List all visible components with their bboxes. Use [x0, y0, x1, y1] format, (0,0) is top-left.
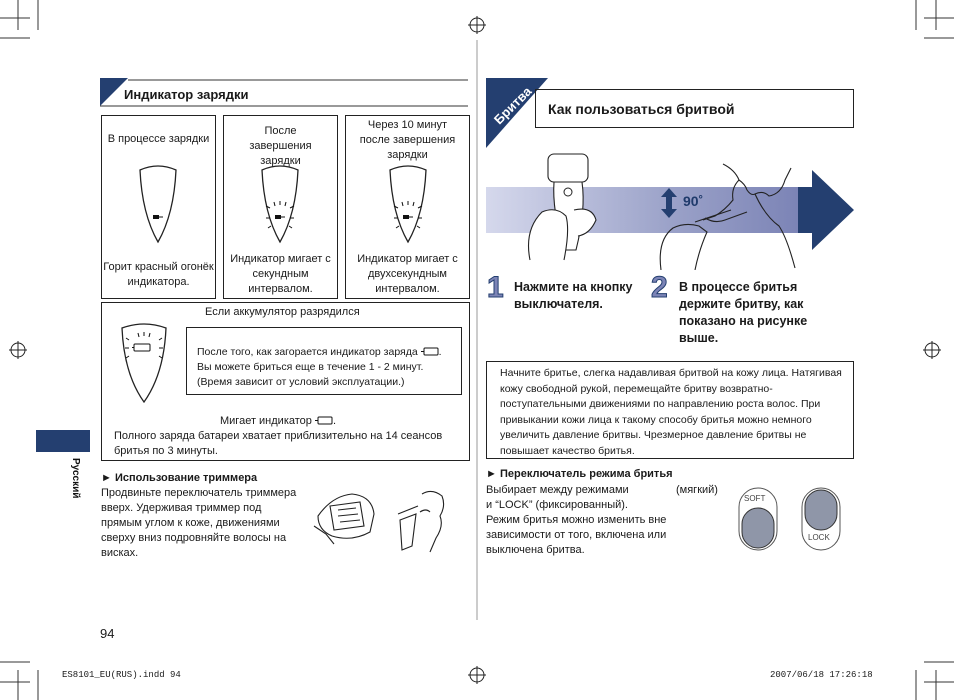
indicator-blink-icon	[256, 164, 304, 246]
low-battery-inner-box	[186, 327, 462, 395]
trimmer-title: ► Использование триммера	[101, 472, 258, 484]
angle-label: 90˚	[683, 193, 704, 209]
charged-label: После завершения зарядки	[249, 125, 312, 167]
trimmer-illustration	[312, 486, 472, 556]
lock-label: LOCK	[808, 533, 830, 542]
mode-line3: Режим бритья можно изменить вне зависимости от того, включена или выключена бритва.	[486, 514, 667, 556]
after10-label: Через 10 минут после завершения зарядки	[359, 119, 456, 161]
indicator-box-charged	[223, 115, 338, 299]
indicator-box-after10	[345, 115, 470, 299]
full-charge-note: Полного заряда батареи хватает приблизительно на 14 сеансов бритья по 3 минуты.	[114, 430, 443, 457]
shaver-in-hand-illustration	[520, 150, 630, 266]
language-label: Русский	[70, 458, 81, 499]
page-number: 94	[100, 626, 115, 641]
howto-title: Как пользоваться бритвой	[548, 101, 735, 117]
shaving-info-text: Начните бритье, слегка надавливая бритвой на кожу лица. Натягивая кожу свободной рукой, перемещайте бритву возвратно-поступательными движениями по направлению роста волос. При привыкании кожи лица к такому способу бритья можно немного увеличить давление бритвы. Чрезмерное давление бритвы не повышает качество бритья.	[500, 367, 842, 457]
step1-text: Нажмите на кнопку выключателя.	[514, 280, 633, 311]
indicator-lit-icon	[136, 164, 180, 246]
footer-date: 2007/06/18 17:26:18	[770, 670, 873, 680]
mode-line1b: (мягкий)	[676, 484, 718, 496]
soft-label: SOFT	[744, 494, 766, 503]
mode-line2: и “LOCK” (фиксированный).	[486, 499, 628, 511]
howto-title-box	[535, 89, 854, 128]
blink-text: Мигает индикатор .	[220, 415, 337, 427]
mode-line1a: Выбирает между режимами	[486, 484, 629, 496]
face-shaving-illustration	[655, 160, 800, 270]
low-battery-box	[101, 302, 470, 461]
next-arrow	[798, 170, 856, 252]
battery-icon-small	[315, 416, 333, 425]
shaving-info-box	[486, 361, 854, 459]
charge-indicator-title: Индикатор зарядки	[124, 87, 249, 102]
chapter-tab-label: Бритва	[490, 83, 535, 128]
language-tab-marker	[36, 430, 90, 452]
indicator-slow-blink-icon	[384, 164, 432, 246]
step2-number: 2	[651, 271, 668, 304]
after10-desc: Индикатор мигает с двухсекундным интервалом.	[357, 253, 458, 295]
footer-file: ES8101_EU(RUS).indd 94	[62, 670, 181, 680]
low-battery-text: После того, как загорается индикатор заряда . Вы можете бриться еще в течение 1 - 2 минут. (Время зависит от условий эксплуатации.)	[197, 346, 442, 388]
step2-text: В процессе бритья держите бритву, как показано на рисунке выше.	[679, 280, 808, 345]
low-battery-indicator-icon	[116, 322, 172, 406]
step1-number: 1	[487, 271, 504, 304]
charging-desc: Горит красный огонёк индикатора.	[103, 261, 214, 288]
trimmer-text: Продвиньте переключатель триммера вверх. Удерживая триммер под прямым углом к коже, движениями сверху вниз подровняйте волосы на висках.	[101, 487, 297, 559]
charged-desc: Индикатор мигает с секундным интервалом.	[230, 253, 331, 295]
low-battery-title: Если аккумулятор разрядился	[205, 306, 360, 318]
indicator-box-charging	[101, 115, 216, 299]
charging-label: В процессе зарядки	[107, 133, 210, 145]
mode-title: ► Переключатель режима бритья	[486, 468, 673, 480]
battery-icon	[421, 347, 439, 356]
